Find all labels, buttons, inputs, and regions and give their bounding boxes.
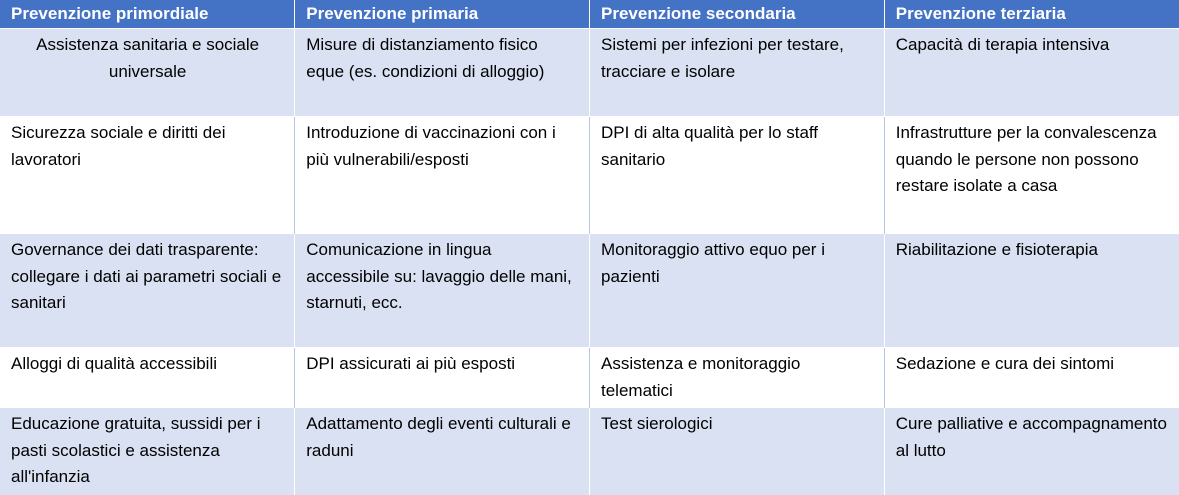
table-cell: Cure palliative e accompagnamento al lutto	[884, 408, 1179, 495]
table-cell: DPI di alta qualità per lo staff sanitario	[590, 117, 885, 234]
table-cell: Capacità di terapia intensiva	[884, 29, 1179, 117]
table-cell: Assistenza e monitoraggio telematici	[590, 348, 885, 408]
table-cell: Misure di distanziamento fisico eque (es. condizioni di alloggio)	[295, 29, 590, 117]
header-primordial: Prevenzione primordiale	[0, 0, 295, 29]
table-cell: Adattamento degli eventi culturali e raduni	[295, 408, 590, 495]
table-cell: Introduzione di vaccinazioni con i più vulnerabili/esposti	[295, 117, 590, 234]
header-secondary: Prevenzione secondaria	[590, 0, 885, 29]
table-cell: Educazione gratuita, sussidi per i pasti scolastici e assistenza all'infanzia	[0, 408, 295, 495]
table-cell: Monitoraggio attivo equo per i pazienti	[590, 234, 885, 348]
table-cell: Governance dei dati trasparente: collegare i dati ai parametri sociali e sanitari	[0, 234, 295, 348]
header-tertiary: Prevenzione terziaria	[884, 0, 1179, 29]
table-cell: Sistemi per infezioni per testare, tracciare e isolare	[590, 29, 885, 117]
table-cell: DPI assicurati ai più esposti	[295, 348, 590, 408]
table-cell: Assistenza sanitaria e sociale universale	[0, 29, 295, 117]
table-cell: Sedazione e cura dei sintomi	[884, 348, 1179, 408]
table-row	[0, 29, 1179, 117]
table-cell: Riabilitazione e fisioterapia	[884, 234, 1179, 348]
table-cell: Test sierologici	[590, 408, 885, 495]
table-row	[0, 408, 1179, 495]
table-cell: Infrastrutture per la convalescenza quando le persone non possono restare isolate a casa	[884, 117, 1179, 234]
table-row	[0, 234, 1179, 348]
header-primary: Prevenzione primaria	[295, 0, 590, 29]
table-cell: Alloggi di qualità accessibili	[0, 348, 295, 408]
table-cell: Sicurezza sociale e diritti dei lavoratori	[0, 117, 295, 234]
header-row	[0, 0, 1179, 29]
table-row	[0, 117, 1179, 234]
table-row	[0, 348, 1179, 408]
table-cell: Comunicazione in lingua accessibile su: lavaggio delle mani, starnuti, ecc.	[295, 234, 590, 348]
